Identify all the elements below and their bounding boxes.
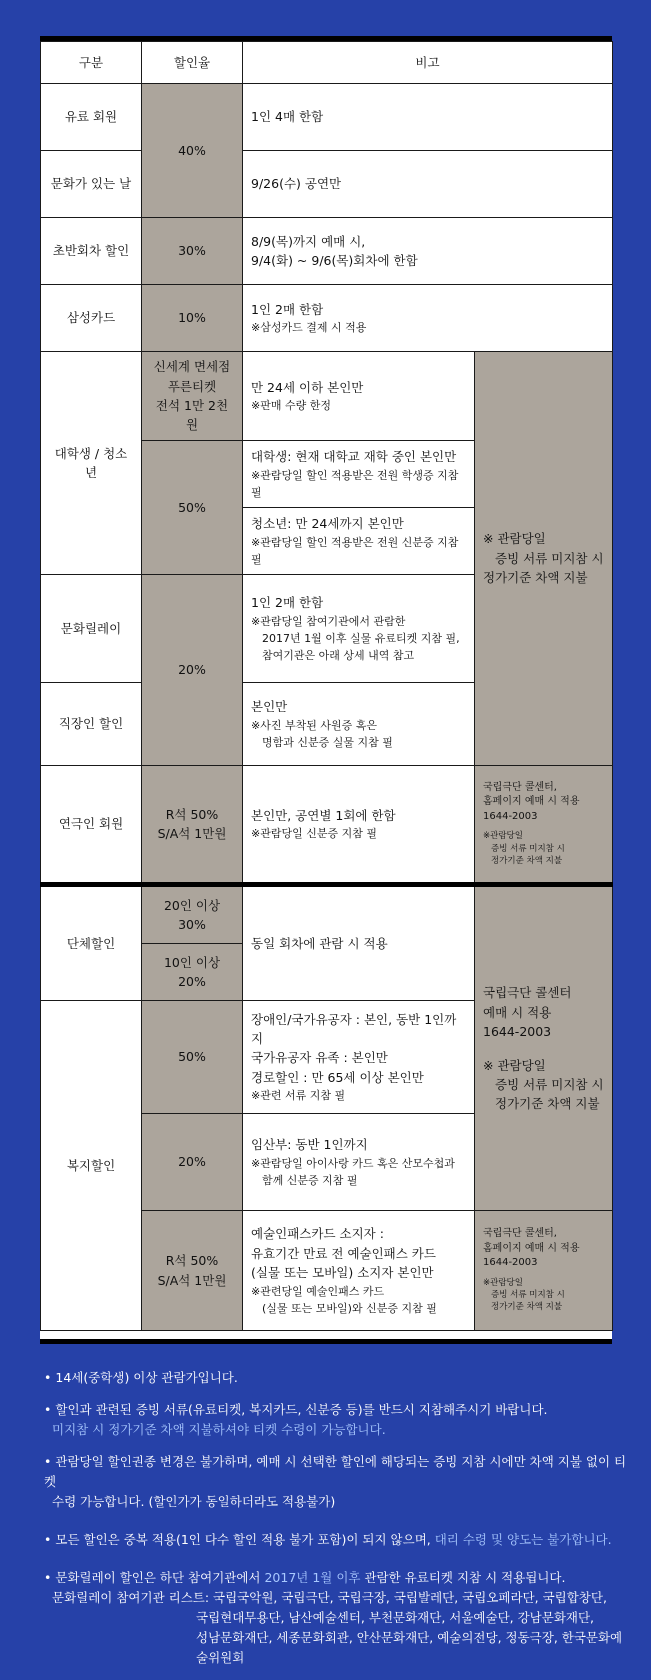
note-line: 예술인패스카드 소지자 : (251, 1226, 384, 1242)
note-line: 국가유공자 유족 : 본인만 (251, 1050, 388, 1066)
note-line: 1인 2매 한함 (251, 595, 324, 611)
side-line: 증빙 서류 미지참 시 (491, 843, 565, 854)
notice-list (44, 1368, 634, 1680)
note-line: 대학생: 현재 대학교 재학 중인 본인만 (251, 449, 457, 465)
note-student-university (243, 441, 475, 508)
side-line: 정가기준 차액 지불 (491, 1302, 563, 1313)
note-line: ※관람당일 할인 적용받은 전원 학생증 지참 필 (251, 468, 459, 499)
rate-welfare-artist (142, 1211, 243, 1331)
category-early: 초반회차 할인 (41, 218, 142, 285)
rate-student-50: 50% (142, 441, 243, 575)
side-note-proof (475, 352, 613, 766)
side-line: ※관람당일 (483, 1277, 523, 1288)
note-student-youth (243, 508, 475, 575)
notice-text: 모든 할인은 중복 적용(1인 다수 할인 적용 불가 포함)이 되지 않으며, (55, 1532, 435, 1547)
table-row (41, 84, 613, 151)
side-line: 정가기준 차액 지불 (491, 855, 563, 866)
rate-welfare-20: 20% (142, 1114, 243, 1211)
relay-venue-list: 성남문화재단, 세종문화회관, 안산문화재단, 예술의전당, 정동극장, 한국문화예술위원회 (196, 1630, 623, 1665)
note-line: 만 24세 이하 본인만 (251, 379, 364, 395)
note-line: ※사진 부착된 사원증 혹은 (251, 718, 377, 732)
side-line: 증빙 서류 미지참 시 (491, 1290, 565, 1301)
note-line: 2017년 1월 이후 실물 유료티켓 지참 필, (262, 631, 460, 645)
relay-venue-list: 문화릴레이 참여기관 리스트: 국립국악원, 국립극단, 국립극장, 국립발레단, 국립오페라단, 국립합창단, (52, 1590, 607, 1605)
rate-student-shinsegae (142, 352, 243, 441)
rate-line: S/A석 1만원 (157, 1272, 227, 1288)
notice-text: 문화릴레이 할인은 하단 참여기관에서 (55, 1570, 265, 1585)
category-group: 단체할인 (41, 885, 142, 1001)
note-line: 8/9(목)까지 예매 시, (251, 233, 366, 249)
table-row (41, 218, 613, 285)
bullet: • (44, 1532, 52, 1547)
side-line: 1644-2003 (483, 1257, 538, 1269)
discount-table (40, 41, 613, 1331)
category-welfare: 복지할인 (41, 1001, 142, 1331)
note-line: 9/4(화) ~ 9/6(목)회차에 한함 (251, 253, 418, 268)
side-note-artist (475, 1211, 613, 1331)
notice-item (44, 1530, 634, 1550)
note-line: 1인 2매 한함 (251, 301, 324, 317)
side-line: 국립극단 콜센터, (483, 781, 557, 793)
rate-line: R석 50% (165, 1253, 219, 1269)
bullet: • (44, 1370, 52, 1385)
note-early (243, 218, 613, 285)
side-line: 국립극단 콜센터 (483, 985, 572, 1001)
note-culture-day: 9/26(수) 공연만 (243, 151, 613, 218)
note-welfare-pregnant (243, 1114, 475, 1211)
rate-theater (142, 766, 243, 885)
rate-40: 40% (142, 84, 243, 218)
note-line: ※관련당일 예술인패스 카드 (251, 1284, 385, 1298)
side-note-callcenter (475, 885, 613, 1211)
notice-item (44, 1568, 634, 1668)
side-line: ※ 관람당일 (483, 1057, 546, 1073)
side-line: 정가기준 차액 지불 (495, 1096, 600, 1112)
rate-line: 신세계 면세점 (153, 359, 231, 375)
note-line: 참여기관은 아래 상세 내역 참고 (262, 648, 415, 662)
rate-group-10: 10인 이상 20% (142, 944, 243, 1001)
rate-early: 30% (142, 218, 243, 285)
note-line: 함께 신분증 지참 필 (262, 1173, 358, 1187)
header-category: 구분 (41, 42, 142, 84)
category-student: 대학생 / 청소년 (41, 352, 142, 575)
table-row (41, 151, 613, 218)
category-samsung: 삼성카드 (41, 285, 142, 352)
rate-line: S/A석 1만원 (157, 826, 227, 841)
side-line: 1644-2003 (483, 1024, 552, 1040)
side-line: 예매 시 적용 (483, 1004, 552, 1020)
rate-line: 푸른티켓 (167, 378, 217, 394)
category-paid-member: 유료 회원 (41, 84, 142, 151)
notice-text: 수령 가능합니다. (할인가가 동일하더라도 적용불가) (52, 1494, 336, 1509)
notice-text: 할인과 관련된 증빙 서류(유료티켓, 복지카드, 신분증 등)를 반드시 지참해주시기 바랍니다. (55, 1402, 548, 1417)
note-welfare-disabled (243, 1001, 475, 1114)
side-line: 홈페이지 예매 시 적용 (483, 796, 580, 808)
rate-group-20: 20인 이상 30% (142, 885, 243, 944)
note-line: 청소년: 만 24세까지 본인만 (251, 516, 404, 532)
notice-text-highlight: 대리 수령 및 양도는 불가합니다. (434, 1532, 612, 1547)
side-line: 증빙 서류 미지참 시 (495, 550, 604, 566)
side-line: 정가기준 차액 지불 (483, 570, 588, 586)
notice-text-highlight: 2017년 1월 이후 (264, 1570, 361, 1585)
table-row (41, 885, 613, 944)
notice-item (44, 1368, 634, 1388)
rate-welfare-50: 50% (142, 1001, 243, 1114)
note-line: 본인만, 공연별 1회에 한함 (251, 807, 396, 823)
note-welfare-artist (243, 1211, 475, 1331)
notice-text: 14세(중학생) 이상 관람가입니다. (55, 1370, 238, 1385)
side-line: 국립극단 콜센터, (483, 1228, 557, 1240)
notice-text-highlight: 미지참 시 정가기준 차액 지불하셔야 티켓 수령이 가능합니다. (52, 1422, 386, 1437)
note-worker (243, 683, 475, 766)
side-line: ※관람당일 (483, 831, 523, 842)
note-line: ※관람당일 참여기관에서 관람한 (251, 614, 406, 628)
note-theater (243, 766, 475, 885)
note-line: (실물 또는 모바일) 소지자 본인만 (251, 1265, 434, 1281)
note-line: ※관람당일 할인 적용받은 전원 신분증 지참 필 (251, 535, 459, 566)
relay-venue-list: 국립현대무용단, 남산예술센터, 부천문화재단, 서울예술단, 강남문화재단, (196, 1610, 595, 1625)
table-row (41, 285, 613, 352)
note-student-shinsegae (243, 352, 475, 441)
note-line: ※관람당일 아이사랑 카드 혹은 산모수첩과 (251, 1156, 455, 1170)
note-line: ※삼성카드 결제 시 적용 (251, 321, 367, 335)
note-line: 본인만 (251, 699, 288, 715)
side-line: 증빙 서류 미지참 시 (495, 1076, 604, 1092)
note-samsung (243, 285, 613, 352)
note-line: 유효기간 만료 전 예술인패스 카드 (251, 1245, 436, 1261)
bullet: • (44, 1454, 52, 1469)
note-paid-member: 1인 4매 한함 (243, 84, 613, 151)
category-relay: 문화릴레이 (41, 575, 142, 683)
note-line: ※관련 서류 지참 필 (251, 1089, 346, 1103)
side-line: 홈페이지 예매 시 적용 (483, 1242, 580, 1254)
side-line: 1644-2003 (483, 810, 538, 822)
note-line: ※판매 수량 한정 (251, 399, 331, 413)
note-line: 임산부: 동반 1인까지 (251, 1137, 368, 1153)
note-relay (243, 575, 475, 683)
notice-item (44, 1452, 634, 1512)
header-note: 비고 (243, 42, 613, 84)
note-line: 장애인/국가유공자 : 본인, 동반 1인까지 (251, 1011, 457, 1047)
note-line: ※관람당일 신분증 지참 필 (251, 827, 377, 841)
rate-line: 전석 1만 2천원 (155, 398, 229, 433)
note-line: (실물 또는 모바일)와 신분증 지참 필 (262, 1301, 437, 1315)
side-note-theater (475, 766, 613, 885)
header-rate: 할인율 (142, 42, 243, 84)
bullet: • (44, 1402, 52, 1417)
table-row (41, 766, 613, 885)
table-row (41, 352, 613, 441)
notice-text: 관람한 유료티켓 지참 시 적용됩니다. (360, 1570, 566, 1585)
category-theater: 연극인 회원 (41, 766, 142, 885)
note-line: 명함과 신분증 실물 지참 필 (262, 735, 393, 749)
note-line: 경로할인 : 만 65세 이상 본인만 (251, 1069, 424, 1085)
note-group: 동일 회차에 관람 시 적용 (243, 885, 475, 1001)
table-header-row (41, 42, 613, 84)
bullet: • (44, 1570, 52, 1585)
discount-table-frame (40, 36, 612, 1344)
category-worker: 직장인 할인 (41, 683, 142, 766)
category-culture-day: 문화가 있는 날 (41, 151, 142, 218)
notice-item (44, 1400, 634, 1440)
rate-20: 20% (142, 575, 243, 766)
rate-line: R석 50% (165, 806, 219, 822)
rate-samsung: 10% (142, 285, 243, 352)
side-line: ※ 관람당일 (483, 531, 546, 547)
notice-text: 관람당일 할인권종 변경은 불가하며, 예매 시 선택한 할인에 해당되는 증빙 지참 시에만 차액 지불 없이 티켓 (44, 1454, 627, 1489)
